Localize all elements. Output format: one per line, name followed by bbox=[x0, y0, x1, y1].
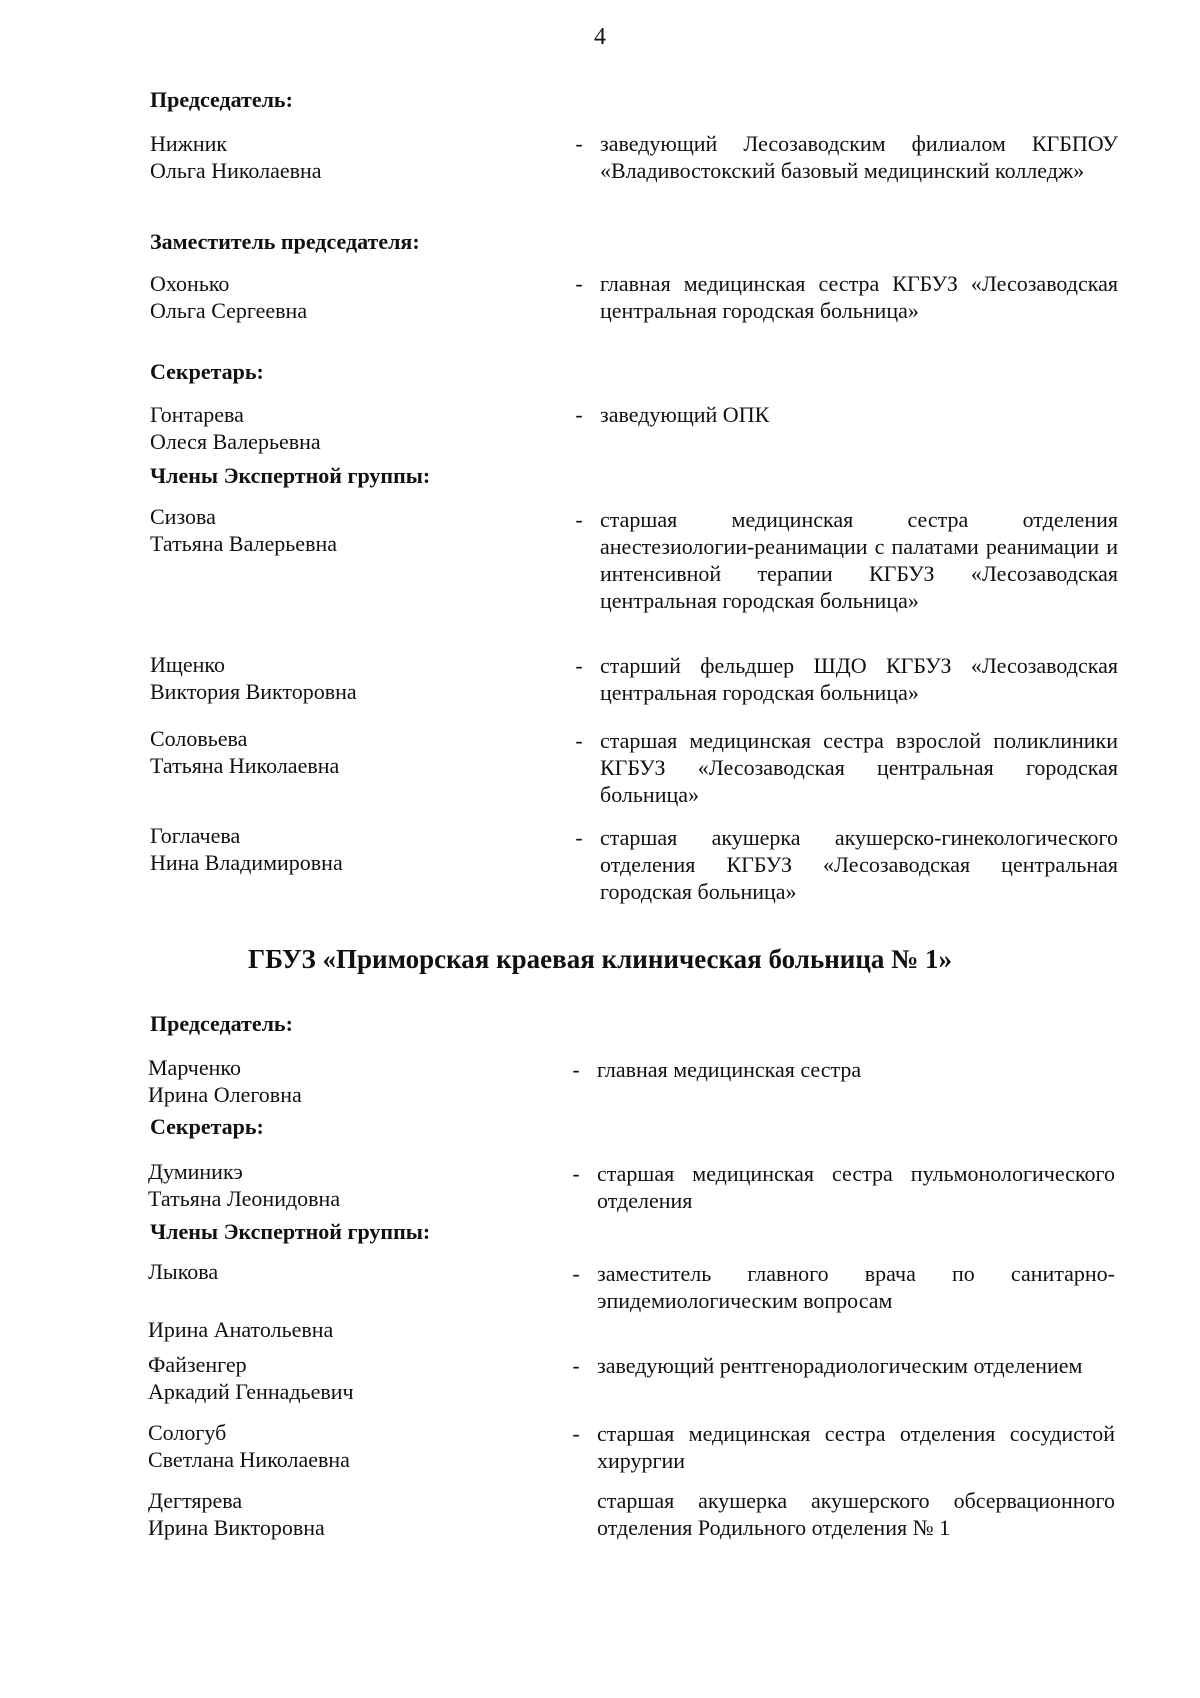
person-position: старший фельдшер ШДО КГБУЗ «Лесозаводская центральная городская больница» bbox=[600, 653, 1118, 705]
heading-secretary: Секретарь: bbox=[150, 359, 264, 384]
person-member bbox=[150, 651, 530, 705]
person-surname: Лыкова bbox=[148, 1259, 219, 1284]
person-name: Ольга Николаевна bbox=[150, 158, 322, 183]
person-position: главная медицинская сестра bbox=[597, 1057, 862, 1082]
person-member bbox=[148, 1419, 528, 1473]
person-name: Ирина Викторовна bbox=[148, 1515, 325, 1540]
person-secretary bbox=[150, 401, 530, 455]
section-title: ГБУЗ «Приморская краевая клиническая больница № 1» bbox=[247, 944, 953, 974]
person-surname: Дегтярева bbox=[148, 1488, 243, 1513]
person-surname: Сологуб bbox=[148, 1420, 227, 1445]
person-deputy bbox=[150, 270, 530, 324]
dash: - bbox=[572, 1161, 580, 1186]
person-position: заведующий ОПК bbox=[600, 402, 770, 427]
person-chair bbox=[150, 130, 530, 184]
heading-chair: Председатель: bbox=[150, 1011, 293, 1036]
dash: - bbox=[575, 653, 583, 678]
heading-deputy: Заместитель председателя: bbox=[150, 229, 420, 254]
heading-chair: Председатель: bbox=[150, 87, 293, 112]
dash: - bbox=[575, 507, 583, 532]
person-surname: Охонько bbox=[150, 271, 230, 296]
dash: - bbox=[575, 825, 583, 850]
person-name: Ольга Сергеевна bbox=[150, 298, 308, 323]
dash: - bbox=[575, 402, 583, 427]
person-name: Ирина Олеговна bbox=[148, 1082, 302, 1107]
person-name: Светлана Николаевна bbox=[148, 1447, 350, 1472]
dash: - bbox=[572, 1421, 580, 1446]
person-name: Татьяна Николаевна bbox=[150, 753, 340, 778]
person-surname: Файзенгер bbox=[148, 1352, 247, 1377]
person-position: заместитель главного врача по санитарно-эпидемиологическим вопросам bbox=[597, 1261, 1115, 1313]
person-position: старшая медицинская сестра пульмонологического отделения bbox=[597, 1161, 1115, 1213]
person-surname: Гоглачева bbox=[150, 823, 241, 848]
page-number: 4 bbox=[594, 24, 606, 50]
person-position: главная медицинская сестра КГБУЗ «Лесозаводская центральная городская больница» bbox=[600, 271, 1118, 323]
heading-secretary: Секретарь: bbox=[150, 1114, 264, 1139]
dash: - bbox=[575, 728, 583, 753]
person-secretary bbox=[148, 1158, 528, 1212]
person-name: Ирина Анатольевна bbox=[148, 1317, 334, 1342]
person-member bbox=[148, 1487, 528, 1541]
heading-members: Члены Экспертной группы: bbox=[150, 1219, 431, 1244]
person-member bbox=[148, 1351, 528, 1405]
person-member bbox=[150, 725, 530, 779]
dash: - bbox=[572, 1057, 580, 1082]
person-position: заведующий Лесозаводским филиалом КГБПОУ «Владивостокский базовый медицинский колледж» bbox=[600, 131, 1118, 183]
person-member bbox=[148, 1258, 528, 1343]
person-position: старшая медицинская сестра отделения сосудистой хирургии bbox=[597, 1421, 1115, 1473]
person-position: старшая акушерка акушерско-гинекологического отделения КГБУЗ «Лесозаводская центральная городская больница» bbox=[600, 825, 1118, 904]
person-surname: Ищенко bbox=[150, 652, 225, 677]
person-name: Олеся Валерьевна bbox=[150, 429, 321, 454]
person-position: заведующий рентгенорадиологическим отделением bbox=[597, 1353, 1083, 1378]
person-position: старшая акушерка акушерского обсервационного отделения Родильного отделения № 1 bbox=[597, 1488, 1115, 1540]
dash: - bbox=[572, 1353, 580, 1378]
person-position: старшая медицинская сестра отделения анестезиологии-реанимации с палатами реанимации и интенсивной терапии КГБУЗ «Лесозаводская центральная городская больница» bbox=[600, 507, 1118, 613]
person-surname: Соловьева bbox=[150, 726, 248, 751]
dash: - bbox=[575, 271, 583, 296]
person-name: Виктория Викторовна bbox=[150, 679, 357, 704]
person-surname: Думиникэ bbox=[148, 1159, 243, 1184]
dash: - bbox=[575, 131, 583, 156]
person-chair bbox=[148, 1054, 528, 1108]
person-name: Нина Владимировна bbox=[150, 850, 343, 875]
person-surname: Сизова bbox=[150, 504, 216, 529]
person-name: Татьяна Валерьевна bbox=[150, 531, 337, 556]
person-name: Аркадий Геннадьевич bbox=[148, 1379, 354, 1404]
person-surname: Марченко bbox=[148, 1055, 241, 1080]
person-name: Татьяна Леонидовна bbox=[148, 1186, 341, 1211]
heading-members: Члены Экспертной группы: bbox=[150, 463, 431, 488]
person-member bbox=[150, 822, 530, 876]
person-surname: Нижник bbox=[150, 131, 228, 156]
person-surname: Гонтарева bbox=[150, 402, 244, 427]
dash: - bbox=[572, 1261, 580, 1286]
person-member bbox=[150, 503, 530, 557]
person-position: старшая медицинская сестра взрослой поликлиники КГБУЗ «Лесозаводская центральная городская больница» bbox=[600, 728, 1118, 807]
